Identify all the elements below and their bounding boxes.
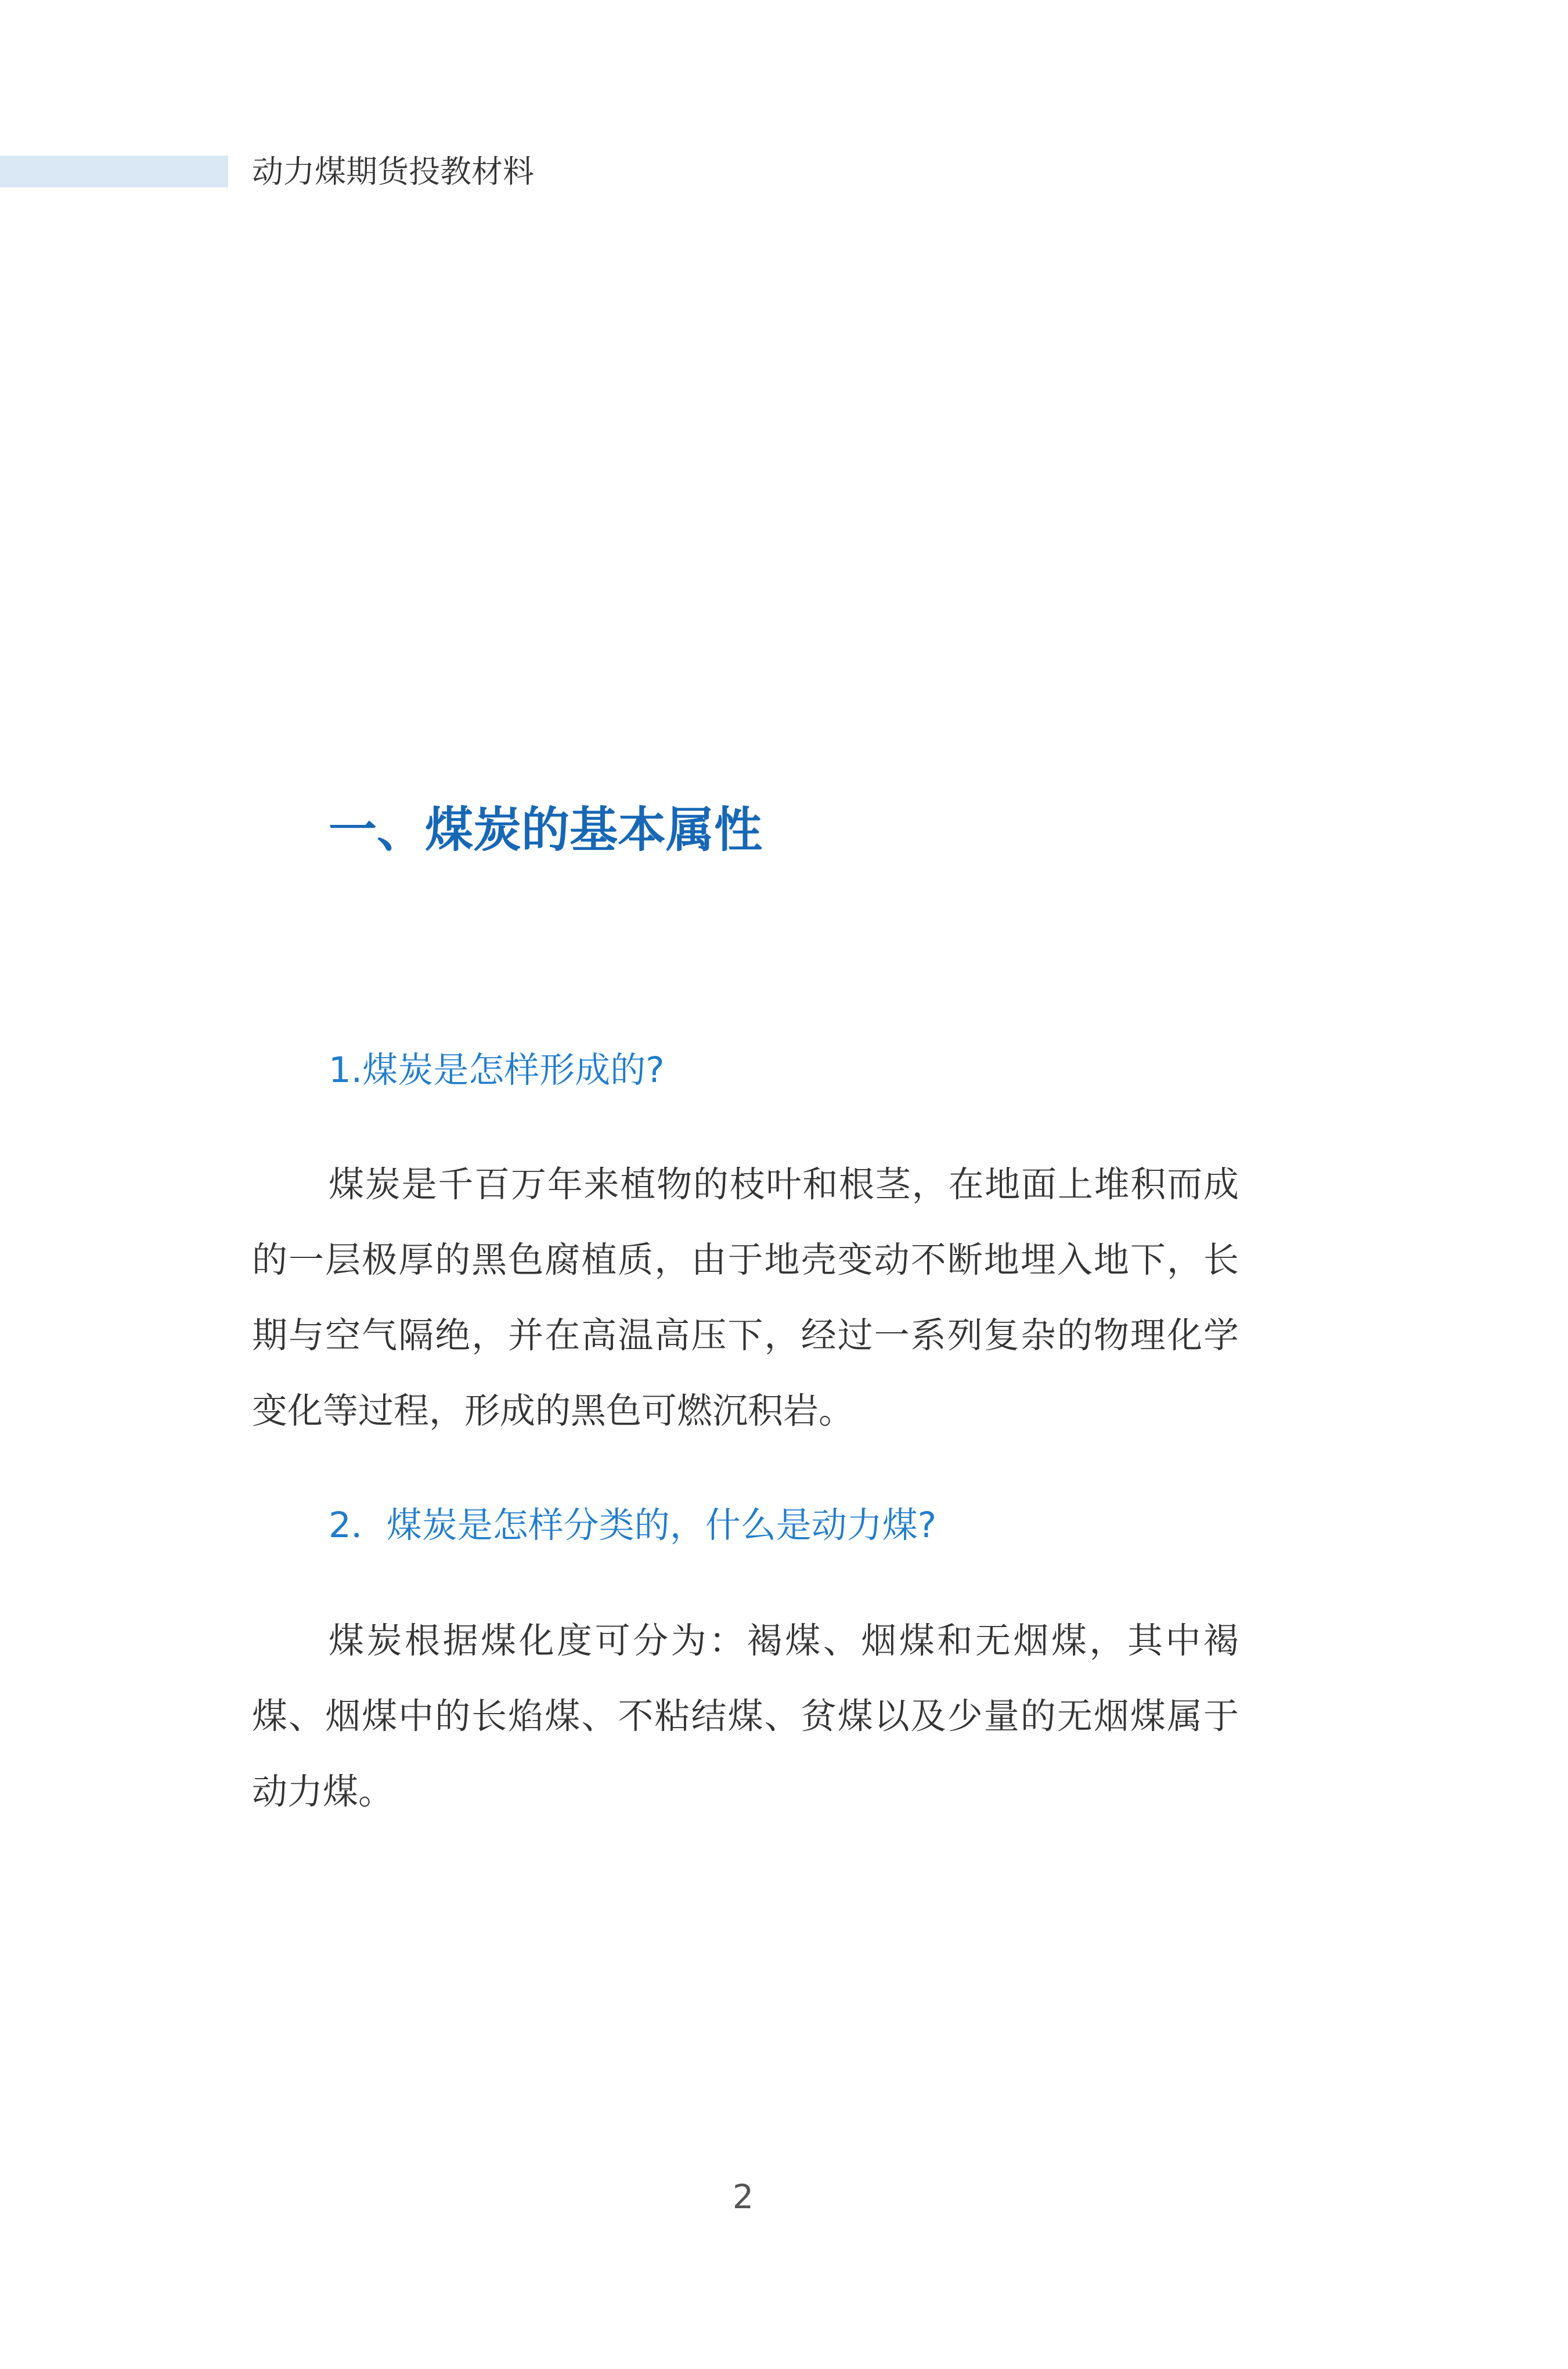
section-heading: 一、煤炭的基本属性: [329, 802, 762, 858]
page-number: 2: [732, 2178, 754, 2216]
header-accent-bar: [0, 156, 228, 187]
answer-paragraph-2: 煤炭根据煤化度可分为：褐煤、烟煤和无烟煤，其中褐煤、烟煤中的长焰煤、不粘结煤、贫煤以及少量的无烟煤属于动力煤。: [252, 1620, 1239, 1812]
answer-paragraph-1: 煤炭是千百万年来植物的枝叶和根茎，在地面上堆积而成的一层极厚的黑色腐植质，由于地壳变动不断地埋入地下，长期与空气隔绝，并在高温高压下，经过一系列复杂的物理化学变化等过程，形成的黑色可燃沉积岩。: [252, 1164, 1239, 1432]
question-heading-1: 1.煤炭是怎样形成的?: [329, 1050, 665, 1091]
question-heading-2: 2．煤炭是怎样分类的，什么是动力煤?: [329, 1505, 937, 1546]
running-header-title: 动力煤期货投教材料: [252, 153, 534, 190]
